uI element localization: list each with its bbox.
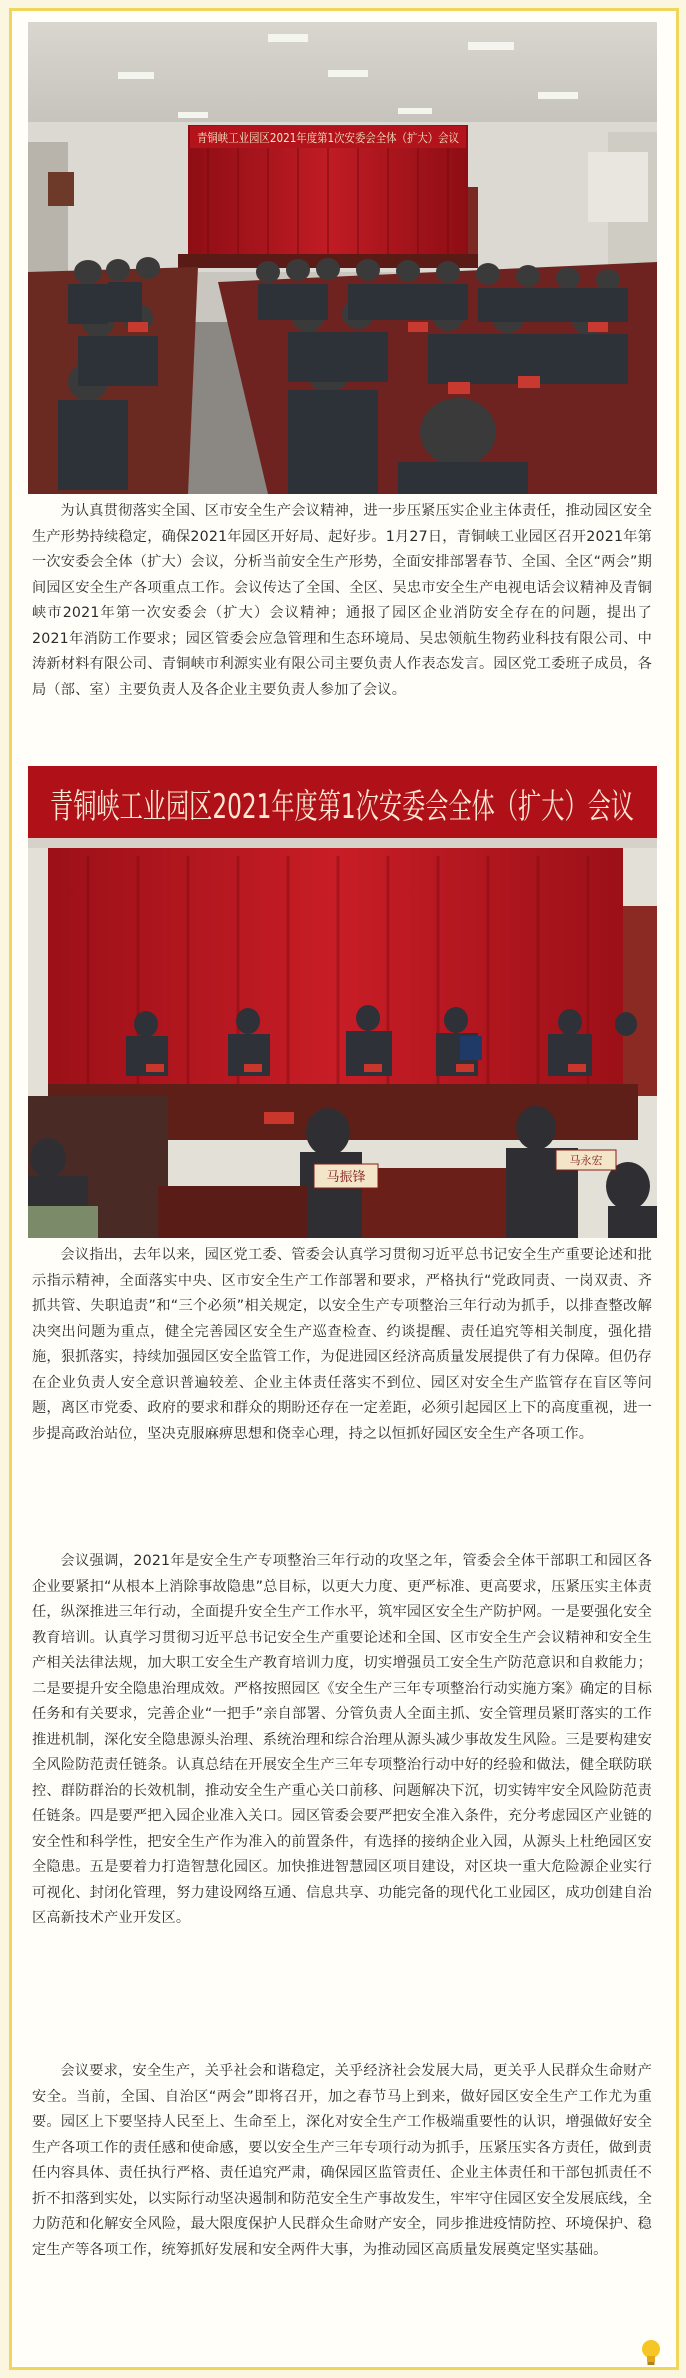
paragraph-requirements: 会议要求，安全生产，关乎社会和谐稳定，关乎经济社会发展大局，更关乎人民群众生命财产安全。当前，全国、自治区“两会”即将召开，加之春节马上到来，做好园区安全生产工作尤为重要。园区上下要坚持人民至上、生命至上，深化对安全生产工作极端重要性的认识，增强做好安全生产各项工作的责任感和使命感，要以安全生产三年专项行动为抓手，压紧压实各方责任，做到责任内容具体、责任执行严格、责任追究严肃，确保园区监管责任、企业主体责任和干部包抓责任不折不扣落到实处，以实际行动坚决遏制和防范安全生产事故发生，牢牢守住园区安全发展底线，全力防范和化解安全风险，最大限度保护人民群众生命财产安全，同步推进疫情防控、环境保护、稳定生产等各项工作，统筹抓好发展和安全两件大事，为推动园区高质量发展奠定坚实基础。 xyxy=(32,2063,652,2258)
nameplate-right-text: 马永宏 xyxy=(569,1154,603,1167)
meeting-hall-photo xyxy=(28,22,657,494)
lightbulb-icon xyxy=(638,2338,664,2368)
hall-banner-text: 青铜峡工业园区2021年度第1次安委会全体（扩大）会议 xyxy=(197,131,500,145)
paragraph-intro: 为认真贯彻落实全国、区市安全生产会议精神，进一步压紧压实企业主体责任，推动园区安全生产形势持续稳定，确保2021年园区开好局、起好步。1月27日，青铜峡工业园区召开2021年第一次安委会全体（扩大）会议，分析当前安全生产形势，全面安排部署春节、全国、全区“两会”期间园区安全生产各项重点工作。会议传达了全国、全区、吴忠市安全生产电视电话会议精神及青铜峡市2021年第一次安委会（扩大）会议精神；通报了园区企业消防安全存在的问题，提出了2021年消防工作要求；园区管委会应急管理和生态环境局、吴忠领航生物药业科技有限公司、中涛新材料有限公司、青铜峡市利源实业有限公司主要负责人作表态发言。园区党工委班子成员，各局（部、室）主要负责人及各企业主要负责人参加了会议。 xyxy=(32,503,652,698)
paragraph-summary: 会议指出，去年以来，园区党工委、管委会认真学习贯彻习近平总书记安全生产重要论述和批示指示精神，全面落实中央、区市安全生产工作部署和要求，严格执行“党政同责、一岗双责、齐抓共管、失职追责”和“三个必须”相关规定，以安全生产专项整治三年行动为抓手，以排查整改解决突出问题为重点，健全完善园区安全生产巡查检查、约谈提醒、责任追究等相关制度，强化措施，狠抓落实，持续加强园区安全监管工作，为促进园区经济高质量发展提供了有力保障。但仍存在企业负责人安全意识普遍较差、企业主体责任落实不到位、园区对安全生产监管存在盲区等问题，离区市党委、政府的要求和群众的期盼还存在一定差距，必须引起园区上下的高度重视，进一步提高政治站位，坚决克服麻痹思想和侥幸心理，持之以恒抓好园区安全生产各项工作。 xyxy=(32,1247,652,1442)
paragraph-emphasis: 会议强调，2021年是安全生产专项整治三年行动的攻坚之年，管委会全体干部职工和园区各企业要紧扣“从根本上消除事故隐患”总目标，以更大力度、更严标准、更高要求，压紧压实主体责任，纵深推进三年行动，全面提升安全生产工作水平，筑牢园区安全生产防护网。一是要强化安全教育培训。认真学习贯彻习近平总书记安全生产重要论述和全国、区市安全生产会议精神和安全生产相关法律法规，加大职工安全生产教育培训力度，切实增强员工安全生产防范意识和自救能力；二是要提升安全隐患治理成效。严格按照园区《安全生产三年专项整治行动实施方案》确定的目标任务和有关要求，完善企业“一把手”亲自部署、分管负责人全面主抓、安全管理员紧盯落实的工作推进机制，深化安全隐患源头治理、系统治理和综合治理从源头减少事故发生风险。三是要构建安全风险防范责任链条。认真总结在开展安全生产三年专项整治行动中好的经验和做法，健全联防联控、群防群治的长效机制，推动安全生产重心关口前移、问题解决下沉，切实铸牢安全风险防范责任链条。四是要严把入园企业准入关口。园区管委会要严把安全准入条件，充分考虑园区产业链的安全性和科学性，把安全生产作为准入的前置条件，有选择的接纳企业入园，从源头上杜绝园区安全隐患。五是要着力打造智慧化园区。加快推进智慧园区项目建设，对区块一重大危险源企业实行可视化、封闭化管理，努力建设网络互通、信息共享、功能完备的现代化工业园区，成功创建自治区高新技术产业开发区。 xyxy=(32,1553,652,1926)
nameplate-front-text: 马振锋 xyxy=(326,1170,366,1185)
rostrum-photo xyxy=(28,766,657,1238)
rostrum-banner-text: 青铜峡工业园区2021年度第1次安委会全体（扩大）会议 xyxy=(50,787,634,827)
